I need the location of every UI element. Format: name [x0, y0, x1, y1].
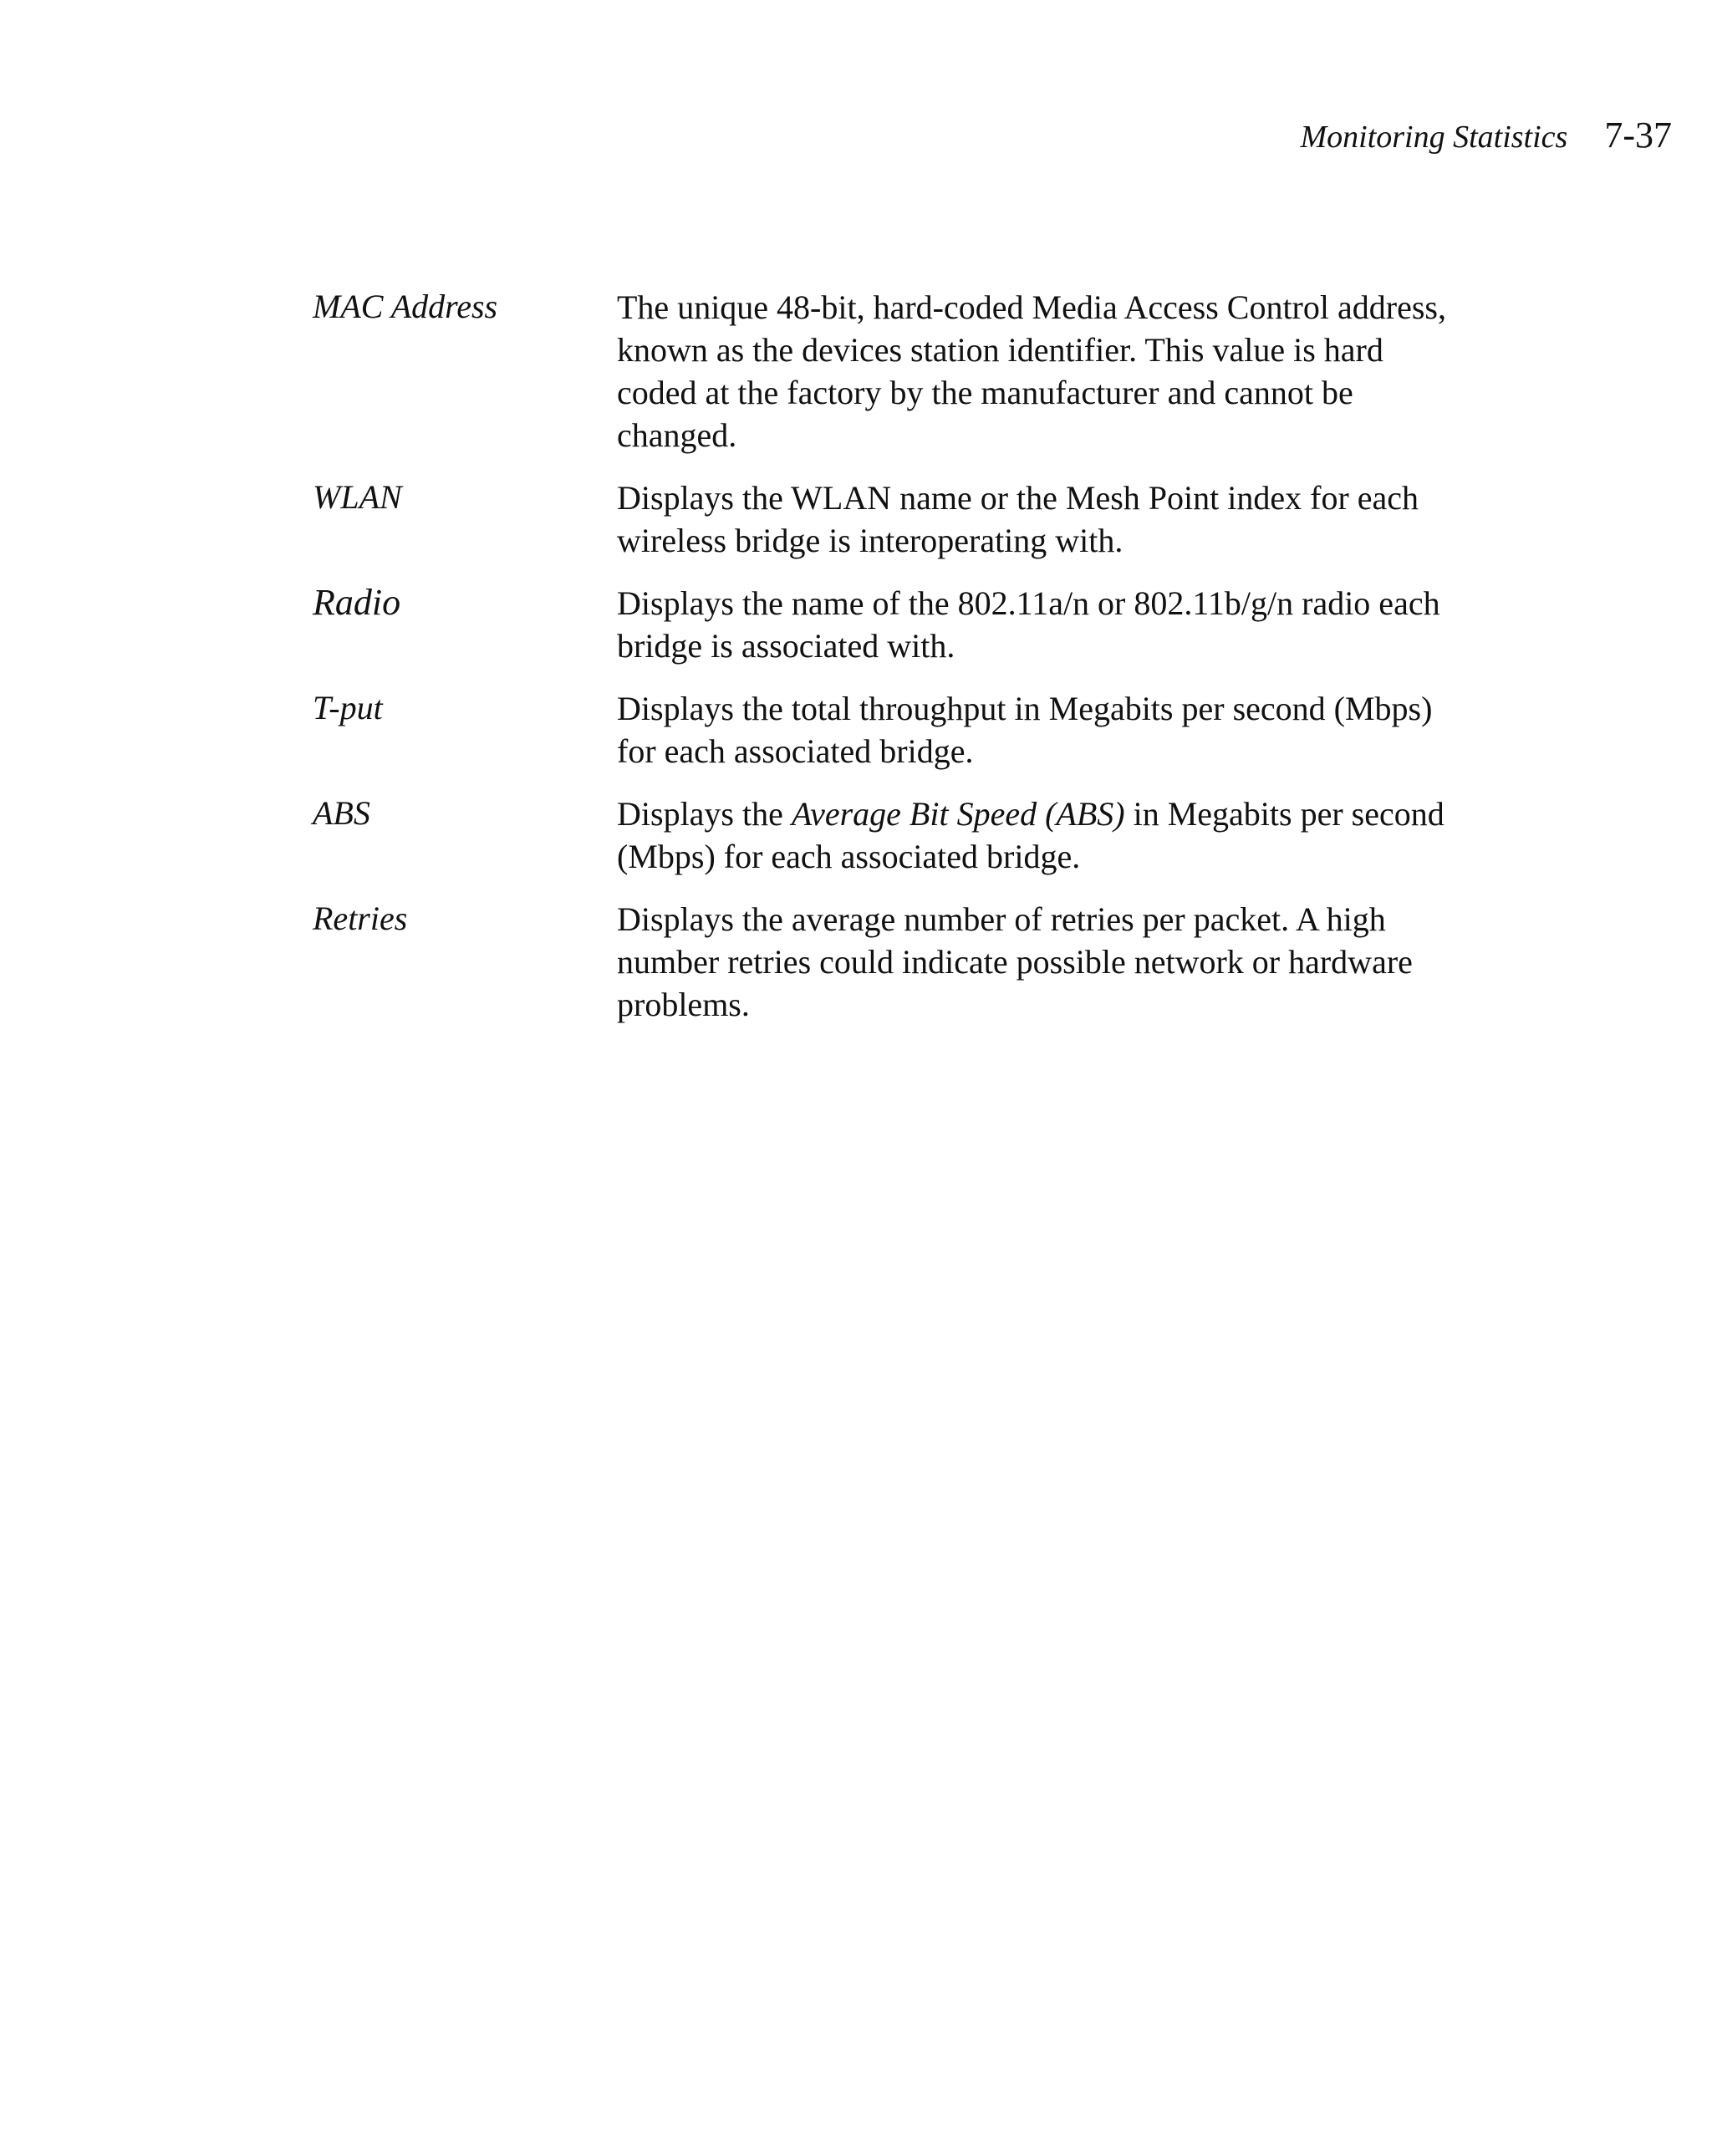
- definition-list: [313, 286, 1466, 1046]
- definition-row-retries: [313, 898, 1466, 1026]
- definition-term: Retries: [313, 900, 408, 937]
- definition-description: Displays the total throughput in Megabits per second (Mbps) for each associated bridge.: [617, 690, 1433, 770]
- definition-term: ABS: [313, 794, 370, 832]
- description-text: in Megabits per second (Mbps) for each associated bridge.: [617, 795, 1444, 875]
- definition-row-abs: [313, 793, 1466, 878]
- definition-row-radio: [313, 582, 1466, 667]
- definition-term: Radio: [313, 582, 401, 623]
- running-header: [1300, 114, 1672, 156]
- header-section-title: Monitoring Statistics: [1300, 120, 1568, 155]
- definition-description: The unique 48-bit, hard-coded Media Access Control address, known as the devices station identifier. This value is hard coded at the factory by the manufacturer and cannot be changed.: [617, 288, 1446, 454]
- definition-row-t-put: [313, 687, 1466, 772]
- definition-description: [617, 793, 1461, 878]
- definition-description: Displays the WLAN name or the Mesh Point index for each wireless bridge is interoperating with.: [617, 479, 1419, 559]
- description-text: Displays the: [617, 795, 792, 833]
- page-number: 7-37: [1604, 115, 1672, 155]
- definition-term: MAC Address: [313, 288, 498, 325]
- definition-row-wlan: [313, 477, 1466, 562]
- definition-description: Displays the average number of retries per packet. A high number retries could indicate possible network or hardware problems.: [617, 900, 1413, 1023]
- definition-term: T-put: [313, 689, 383, 726]
- definition-row-mac-address: [313, 286, 1466, 456]
- definition-description: Displays the name of the 802.11a/n or 802.11b/g/n radio each bridge is associated with.: [617, 584, 1440, 665]
- description-emphasis: Average Bit Speed (ABS): [791, 795, 1125, 833]
- definition-term: WLAN: [313, 478, 402, 516]
